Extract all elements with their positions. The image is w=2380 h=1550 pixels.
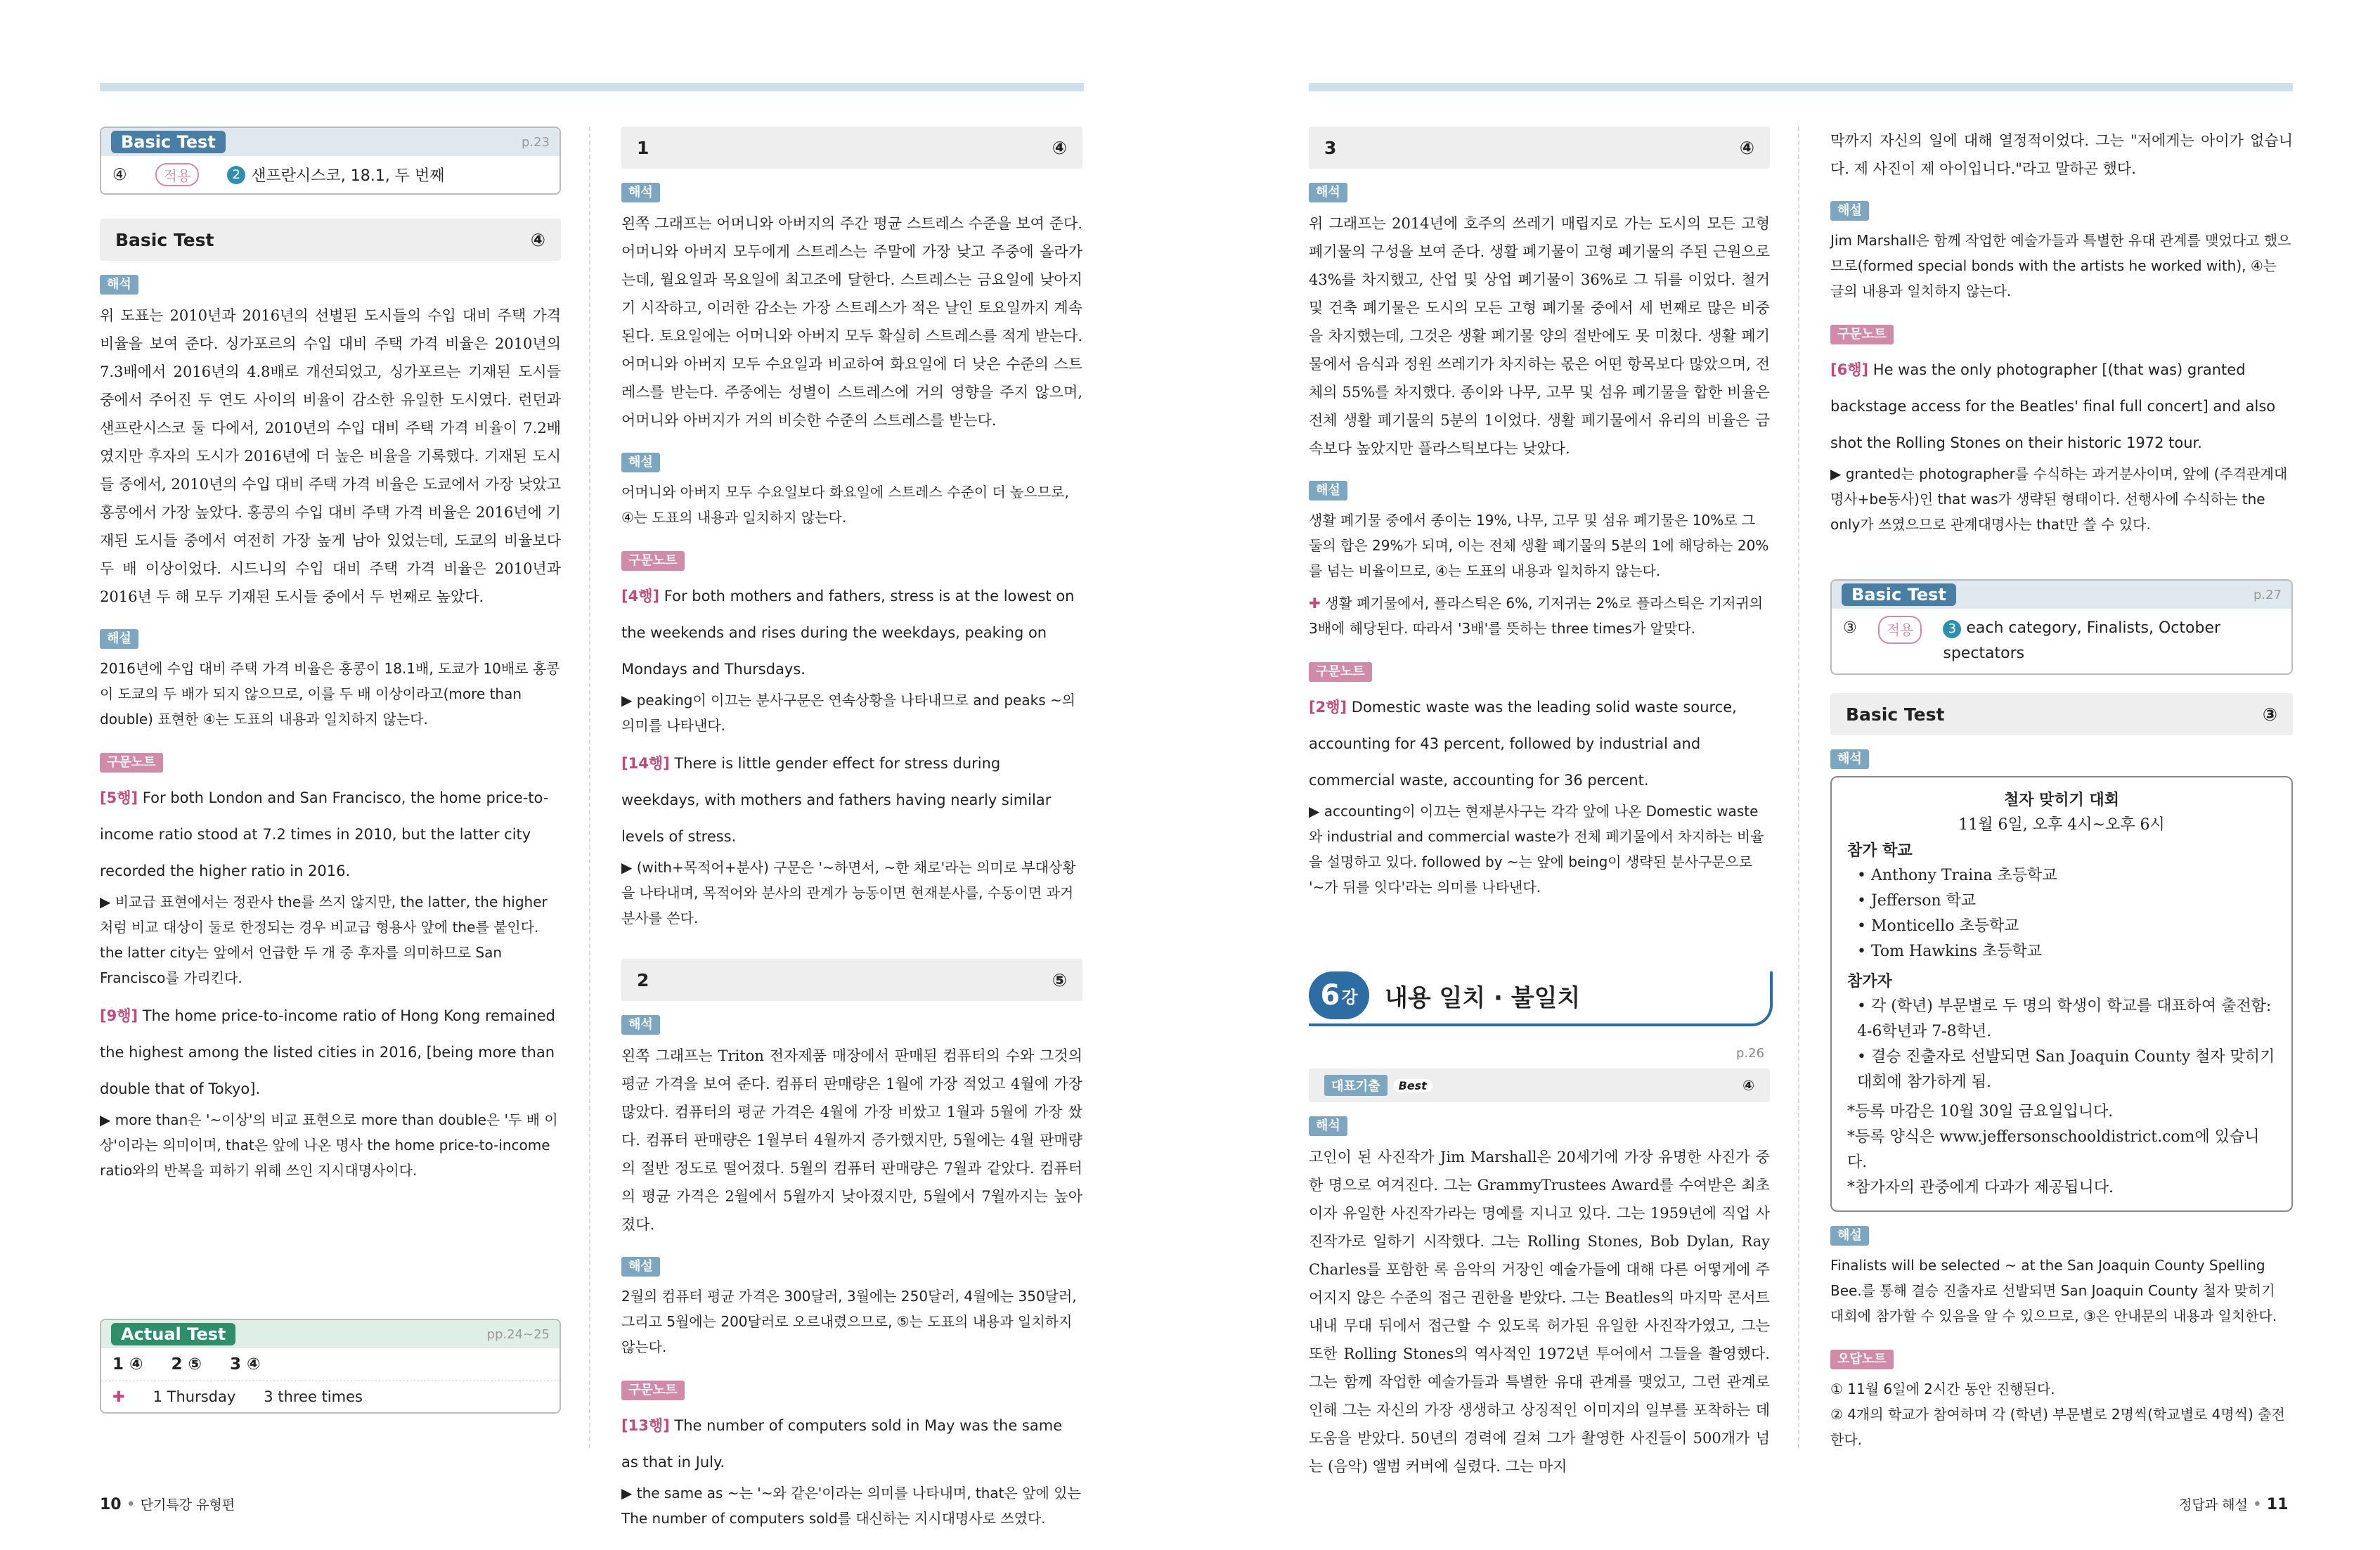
left-column-2 — [621, 127, 1082, 1538]
notice-date: 11월 6일, 오후 4시~오후 6시 — [1958, 816, 2165, 834]
syntax-sentence: He was the only photographer [(that was) granted backstage access for the Beatles' final full concert] and also shot the Rolling Stones on their historic 1972 tour. — [1830, 361, 2276, 451]
tip-answer-1: 1 Thursday — [153, 1388, 236, 1405]
best-badge: Best — [1393, 1079, 1432, 1092]
basic-test-answer-box — [100, 127, 561, 195]
tag-translation: 해석 — [1309, 1116, 1347, 1136]
syntax-sentence: For both London and San Francisco, the home price-to-income ratio stood at 7.2 times in 2010, but the latter city recorded the higher ratio in 2016. — [100, 789, 549, 879]
book-label: 단기특강 유형편 — [140, 1497, 235, 1513]
question-3-header — [1309, 127, 1770, 169]
apply-badge: 적용 — [1878, 616, 1922, 644]
page-ref: pp.24~25 — [486, 1326, 550, 1342]
basic-test-label: Basic Test — [111, 131, 226, 153]
question-1-header — [621, 127, 1082, 169]
school-item: • Jefferson 학교 — [1857, 892, 1977, 910]
tag-translation: 해석 — [100, 275, 138, 295]
answer: ④ — [112, 165, 127, 184]
page-number: 10 — [100, 1496, 122, 1513]
notice-note: *등록 마감은 10월 30일 금요일입니다. — [1847, 1103, 2114, 1120]
question-number: 2 — [637, 969, 649, 990]
actual-test-answer-box — [100, 1319, 561, 1414]
right-column-1-lower — [1309, 1068, 1770, 1485]
tag-explanation: 해설 — [621, 453, 660, 472]
line-ref: [6행] — [1830, 361, 1869, 378]
translation-text: 위 도표는 2010년과 2016년의 선별된 도시들의 수입 대비 주택 가격 비율을 보여 준다. 싱가포르의 수입 대비 주택 가격 비율은 2010년의 7.3배에서 2016년의 4.8배로 개선되었고, 싱가포르는 기재된 도시들 중에서 주어진 두 연도 사이의 비율이 감소한 유일한 도시였다. 런던과 샌프란시스코 둘 다에서, 2010년의 수입 대비 주택 가격 비율이 7.2배였지만 후자의 도시가 2016년에 더 높은 비율을 기록했다. 기재된 도시들 중에서, 2010년의 수입 대비 주택 가격 비율은 도쿄에서 가장 낮았고 홍콩에서 가장 높았다. 홍콩의 수입 대비 주택 가격 비율은 2016년에 기재된 도시들 중에서 여전히 가장 높게 남아 있었는데, 도쿄의 비율보다 두 배 이상이었다. 시드니의 수입 대비 주택 가격 비율은 2010년과 2016년 두 해 모두 기재된 도시들 중에서 두 번째로 높았다. — [100, 307, 561, 605]
line-ref: [9행] — [100, 1007, 138, 1024]
tag-translation: 해석 — [1830, 749, 1869, 769]
participant-item: • 결승 진출자로 선발되면 San Joaquin County 철자 맞히기 대회에 참가하게 됨. — [1857, 1048, 2275, 1091]
explanation-text: Jim Marshall은 함께 작업한 예술가들과 특별한 유대 관계를 맺었다고 했으므로(formed special bonds with the artists he worked with), ④는 글의 내용과 일치하지 않는다. — [1830, 232, 2291, 299]
tip-icon: ✚ — [1309, 595, 1321, 612]
tag-syntax-note: 구문노트 — [1830, 325, 1894, 344]
right-column-2 — [1830, 127, 2293, 1459]
syntax-note: ▶ granted는 photographer를 수식하는 과거분사이며, 앞에 (주격관계대명사+be동사)인 that was가 생략된 형태이다. 선행사에 수식하는 the only가 쓰였으므로 관계대명사는 that만 쓸 수 있다. — [1830, 465, 2288, 533]
tag-explanation: 해설 — [1309, 481, 1347, 500]
lesson-header — [1309, 971, 1773, 1026]
schools-heading: 참가 학교 — [1847, 841, 1913, 860]
notice-note: *등록 양식은 www.jeffersonschooldistrict.com에 있습니다. — [1847, 1128, 2260, 1171]
tag-syntax-note: 구문노트 — [100, 753, 163, 773]
translation-text: 왼쪽 그래프는 Triton 전자제품 매장에서 판매된 컴퓨터의 수와 그것의 평균 가격을 보여 준다. 컴퓨터 판매량은 1월에 가장 적었고 4월에 가장 많았다. 컴퓨터의 평균 가격은 4월에 가장 비쌌고 1월과 5월에 가장 쌌다. 컴퓨터 판매량은 1월부터 4월까지 증가했지만, 5월에는 4월 판매량의 절반 정도로 떨어졌다. 5월의 컴퓨터 판매량은 7월과 같았다. 컴퓨터의 평균 가격은 2월에서 5월까지 낮아졌지만, 5월에서 7월까지는 높아졌다. — [621, 1047, 1082, 1233]
basic-test-title: Basic Test — [1846, 704, 1945, 725]
apply-text: 샌프란시스코, 18.1, 두 번째 — [251, 167, 445, 185]
top-rule-right — [1309, 83, 2293, 91]
basic-test-title: Basic Test — [115, 229, 214, 250]
apply-number: 3 — [1943, 620, 1961, 638]
question-answer: ⑤ — [1052, 969, 1067, 990]
syntax-sentence: For both mothers and fathers, stress is at the lowest on the weekends and rises during the weekdays, peaking on Mondays and Thursdays. — [621, 588, 1075, 678]
column-divider-left — [589, 127, 590, 1448]
page-ref: p.27 — [2253, 587, 2282, 602]
answer-3: 3 ④ — [229, 1355, 261, 1374]
question-number: 1 — [637, 137, 649, 158]
book-label: 정답과 해설 — [2179, 1497, 2248, 1513]
page-number: 11 — [2266, 1496, 2289, 1513]
syntax-sentence: The number of computers sold in May was the same as that in July. — [621, 1417, 1063, 1471]
answer-1: 1 ④ — [112, 1355, 143, 1374]
line-ref: [2행] — [1309, 699, 1347, 716]
right-column-1 — [1309, 127, 1770, 907]
answer: ③ — [1843, 619, 1857, 637]
wrong-answer-item: ① 11월 6일에 2시간 동안 진행된다. — [1830, 1381, 2055, 1397]
explanation-text: 2016년에 수입 대비 주택 가격 비율은 홍콩이 18.1배, 도쿄가 10배로 홍콩이 도쿄의 두 배가 되지 않으므로, 이를 두 배 이상이라고(more than double) 표현한 ④는 도표의 내용과 일치하지 않는다. — [100, 660, 560, 728]
top-rule-left — [100, 83, 1084, 91]
line-ref: [5행] — [100, 789, 138, 806]
tag-syntax-note: 구문노트 — [621, 1381, 685, 1400]
best-label: 대표기출 — [1324, 1075, 1388, 1096]
syntax-note: ▶ 비교급 표현에서는 정관사 the를 쓰지 않지만, the latter, the higher처럼 비교 대상이 둘로 한정되는 경우 비교급 형용사 앞에 the를 붙인다. the latter city는 앞에서 언급한 두 개 중 후자를 의미하므로 San Francisco를 가리킨다. — [100, 893, 548, 986]
left-column-1 — [100, 127, 561, 1190]
syntax-note: ▶ the same as ~는 '~와 같은'이라는 의미를 나타내며, that은 앞에 있는 The number of computers sold를 대신하는 지시대명사로 쓰였다. — [621, 1485, 1081, 1527]
lesson-unit: 강 — [1341, 987, 1358, 1007]
question-answer: ④ — [1052, 137, 1067, 158]
notice-title: 철자 맞히기 대회 — [2003, 791, 2120, 809]
translation-text: 왼쪽 그래프는 어머니와 아버지의 주간 평균 스트레스 수준을 보여 준다. 어머니와 아버지 모두에게 스트레스는 주말에 가장 낮고 주중에 올라가는데, 월요일과 목요일에 최고조에 달한다. 스트레스는 금요일에 낮아지기 시작하고, 이러한 감소는 가장 스트레스가 적은 날인 토요일까지 계속된다. 토요일에는 어머니와 아버지 모두 확실히 스트레스를 적게 받는다. 어머니와 아버지 모두 수요일과 비교하여 화요일에 더 낮은 수준의 스트레스를 받는다. 주중에는 성별이 스트레스에 거의 영향을 주지 않으며, 어머니와 아버지가 거의 비슷한 수준의 스트레스를 받는다. — [621, 215, 1082, 429]
participants-heading: 참가자 — [1847, 972, 1892, 990]
tip-answer-3: 3 three times — [264, 1388, 363, 1405]
syntax-note: ▶ accounting이 이끄는 현재분사구는 각각 앞에 나온 Domestic waste와 industrial and commercial waste가 전체 폐기물에서 차지하는 비율을 설명하고 있다. followed by ~는 앞에 being이 생략된 분사구문으로 '~가 뒤를 잇다'라는 의미를 나타낸다. — [1309, 803, 1764, 896]
line-ref: [14행] — [621, 755, 670, 772]
lesson-badge — [1309, 971, 1369, 1019]
lesson-title: 내용 일치 · 불일치 — [1385, 983, 1581, 1012]
apply-badge: 적용 — [155, 163, 200, 186]
syntax-note: ▶ (with+목적어+분사) 구문은 '~하면서, ~한 채로'라는 의미로 부대상황을 나타내며, 목적어와 분사의 관계가 능동이면 현재분사를, 수동이면 과거분사를 쓴다. — [621, 859, 1076, 926]
explanation-text: 2월의 컴퓨터 평균 가격은 300달러, 3월에는 250달러, 4월에는 350달러, 그리고 5월에는 200달러로 오르내렸으므로, ⑤는 도표의 내용과 일치하지 않는다. — [621, 1288, 1077, 1355]
best-answer: ④ — [1742, 1077, 1754, 1094]
explanation-text: Finalists will be selected ~ at the San Joaquin County Spelling Bee.를 통해 결승 진출자로 선발되면 San Joaquin County 철자 맞히기 대회에 참가할 수 있음을 알 수 있으므로, ③은 안내문의 내용과 일치한다. — [1830, 1257, 2277, 1324]
basic-test-header — [100, 219, 561, 261]
tag-syntax-note: 구문노트 — [621, 551, 685, 571]
question-answer: ④ — [1739, 137, 1754, 158]
translation-continued: 막까지 자신의 일에 대해 열정적이었다. 그는 "저에게는 아이가 없습니다. 제 사진이 제 아이입니다."라고 말하곤 했다. — [1830, 132, 2293, 177]
translation-text: 고인이 된 사진작가 Jim Marshall은 20세기에 가장 유명한 사진가 중 한 명으로 여겨진다. 그는 GrammyTrustees Award를 수여받은 최초이자 유일한 사진작가라는 명예를 지니고 있다. 그는 1959년에 직업 사진작가로 일하기 시작했다. 그는 Rolling Stones, Bob Dylan, Ray Charles를 포함한 록 음악의 거장인 예술가들에 대해 다른 어떻게에 주어지지 않은 수준의 접근 권한을 받았다. 그는 Beatles의 마지막 콘서트 내내 무대 뒤에서 접근할 수 있도록 허가된 유일한 사진작가였고, 그는 또한 Rolling Stones의 역사적인 1972년 투어에서 그들을 촬영했다. 그는 함께 작업한 예술가들과 특별한 유대 관계를 맺었고, 그런 관계로 인해 그는 자신의 가장 생생하고 상징적인 이미지의 일부를 포착하는 데 도움을 받았다. 50년의 경력에 걸쳐 그가 촬영한 사진들이 500개가 넘는 (음악) 앨범 커버에 실렸다. 그는 마지 — [1309, 1149, 1770, 1475]
tag-translation: 해석 — [621, 183, 660, 202]
question-2-header — [621, 959, 1082, 1001]
translation-text: 위 그래프는 2014년에 호주의 쓰레기 매립지로 가는 도시의 모든 고형 폐기물의 구성을 보여 준다. 생활 폐기물이 고형 폐기물의 주된 근원으로 43%를 차지했고, 산업 및 상업 폐기물이 36%로 그 뒤를 이었다. 철거 및 건축 폐기물은 도시의 모든 고형 폐기물 중에서 세 번째로 많은 비중을 차지했는데, 그것은 생활 폐기물 양의 절반에도 못 미쳤다. 생활 폐기물에서 음식과 정원 쓰레기가 차지하는 몫은 어떤 항목보다 많았으며, 전체의 55%를 차지했다. 종이와 나무, 고무 및 섬유 폐기물을 합한 비율은 전체 생활 폐기물의 5분의 1이었다. 생활 폐기물에서 유리의 비율은 금속보다 높았지만 플라스틱보다는 낮았다. — [1309, 215, 1770, 457]
basic-test-answer-box — [1830, 579, 2293, 675]
page-footer-right: 정답과 해설 • 11 — [2179, 1496, 2289, 1513]
page-footer-left: 10 • 단기특강 유형편 — [100, 1496, 235, 1513]
participant-item: • 각 (학년) 부문별로 두 명의 학생이 학교를 대표하여 출전함: 4-6학년과 7-8학년. — [1857, 997, 2272, 1040]
tag-explanation: 해설 — [1830, 1226, 1869, 1246]
school-item: • Anthony Traina 초등학교 — [1857, 867, 2057, 884]
lesson-page-ref: p.26 — [1736, 1046, 1765, 1061]
apply-text: each category, Finalists, October spectators — [1943, 619, 2221, 662]
actual-test-label: Actual Test — [111, 1323, 235, 1345]
syntax-sentence: The home price-to-income ratio of Hong Kong remained the highest among the listed cities in 2016, [being more than double that of Tokyo]. — [100, 1007, 555, 1097]
apply-number: 2 — [227, 166, 245, 184]
question-number: 3 — [1324, 137, 1337, 158]
line-ref: [4행] — [621, 588, 660, 605]
notice-box — [1830, 776, 2293, 1212]
tip-body: 생활 폐기물에서, 플라스틱은 6%, 기저귀는 2%로 플라스틱은 기저귀의 3배에 해당된다. 따라서 '3배'를 뜻하는 three times가 알맞다. — [1309, 595, 1764, 637]
explanation-text: 생활 폐기물 중에서 종이는 19%, 나무, 고무 및 섬유 폐기물은 10%로 그 둘의 합은 29%가 되며, 이는 전체 생활 폐기물의 5분의 1에 해당하는 20%를 넘는 비율이므로, ④는 도표의 내용과 일치하지 않는다. — [1309, 512, 1769, 579]
page-ref: p.23 — [521, 134, 550, 150]
syntax-sentence: Domestic waste was the leading solid waste source, accounting for 43 percent, followed by industrial and commercial waste, accounting for 36 percent. — [1309, 699, 1737, 789]
tag-explanation: 해설 — [1830, 201, 1869, 221]
tag-syntax-note: 구문노트 — [1309, 662, 1372, 682]
school-item: • Tom Hawkins 초등학교 — [1857, 943, 2042, 960]
tip-icon: ✚ — [112, 1388, 125, 1405]
tag-explanation: 해설 — [621, 1257, 660, 1277]
tag-wrong-answer-note: 오답노트 — [1830, 1350, 1894, 1369]
basic-test-label: Basic Test — [1842, 583, 1956, 606]
tag-translation: 해석 — [621, 1015, 660, 1035]
syntax-note: ▶ more than은 '~이상'의 비교 표현으로 more than double은 '두 배 이상'이라는 의미이며, that은 앞에 나온 명사 the home price-to-income ratio와의 반복을 피하기 위해 쓰인 지시대명사이다. — [100, 1111, 558, 1179]
syntax-sentence: There is little gender effect for stress during weekdays, with mothers and fathers having nearly similar levels of stress. — [621, 755, 1052, 845]
lesson-number: 6 — [1320, 979, 1340, 1012]
tag-explanation: 해설 — [100, 629, 138, 649]
wrong-answer-item: ② 4개의 학교가 참여하며 각 (학년) 부문별로 2명씩(학교별로 4명씩) 출전한다. — [1830, 1406, 2285, 1448]
best-header — [1309, 1068, 1770, 1102]
basic-test-answer: ③ — [2262, 704, 2277, 725]
line-ref: [13행] — [621, 1417, 670, 1434]
notice-note: *참가자의 관중에게 다과가 제공됩니다. — [1847, 1179, 2114, 1196]
explanation-text: 어머니와 아버지 모두 수요일보다 화요일에 스트레스 수준이 더 높으므로, ④는 도표의 내용과 일치하지 않는다. — [621, 484, 1069, 526]
syntax-note: ▶ peaking이 이끄는 분사구문은 연속상황을 나타내므로 and peaks ~의 의미를 나타낸다. — [621, 692, 1076, 734]
tip-text — [1309, 590, 1770, 641]
school-item: • Monticello 초등학교 — [1857, 917, 2019, 935]
tag-translation: 해석 — [1309, 183, 1347, 202]
basic-test-header — [1830, 693, 2293, 735]
column-divider-right — [1798, 127, 1799, 1448]
answer-2: 2 ⑤ — [171, 1355, 202, 1374]
basic-test-answer: ④ — [530, 229, 545, 250]
